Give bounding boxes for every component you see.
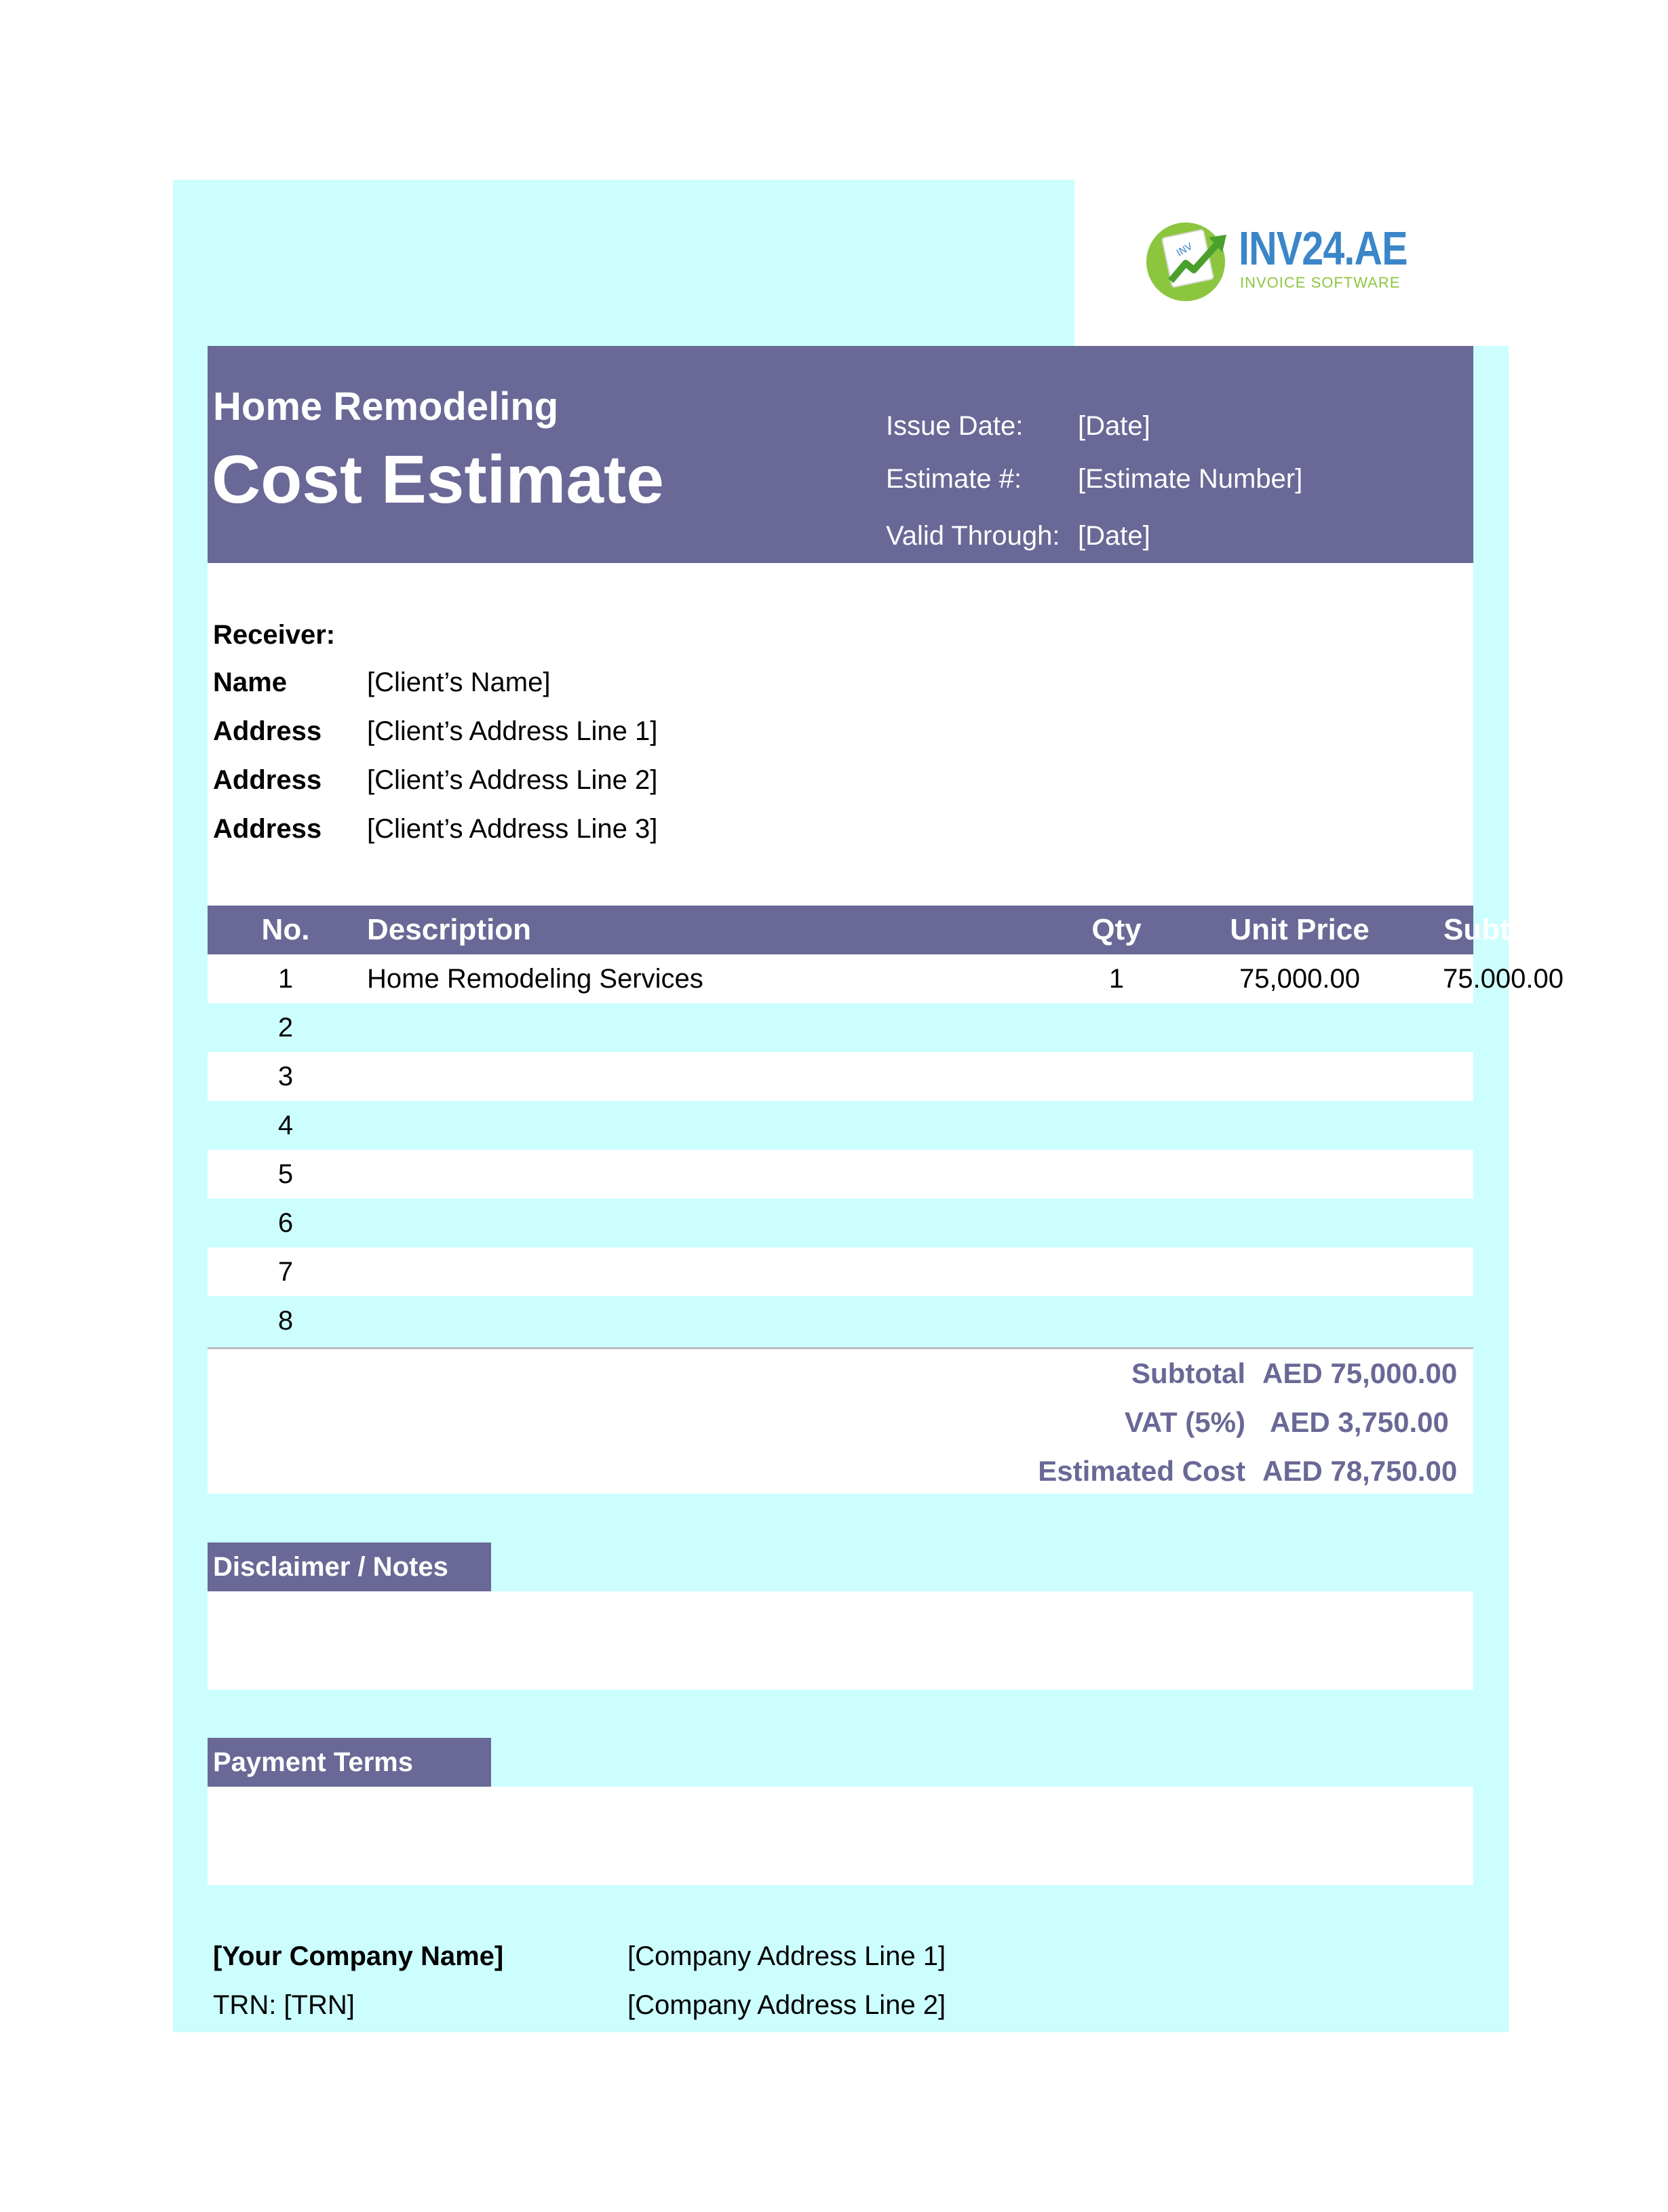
table-row <box>208 1003 1473 1052</box>
table-row <box>208 954 1564 1003</box>
receiver-address1-value[interactable]: [Client’s Address Line 1] <box>367 716 658 746</box>
receiver-heading: Receiver: <box>213 620 336 650</box>
notes-heading: Disclaimer / Notes <box>208 1542 491 1591</box>
table-row <box>208 1052 1473 1101</box>
table-row <box>208 1101 1473 1150</box>
receiver-address3-label: Address <box>213 814 322 844</box>
table-row <box>208 1296 1473 1345</box>
issue-date-label: Issue Date: <box>886 411 1024 441</box>
header-subtitle: Home Remodeling <box>213 385 559 429</box>
payment-terms-box[interactable] <box>208 1787 1473 1885</box>
logo-icon <box>1144 216 1233 304</box>
svg-text:INV: INV <box>1175 241 1195 259</box>
notes-box[interactable] <box>208 1591 1473 1690</box>
receiver-name-value[interactable]: [Client’s Name] <box>367 667 551 697</box>
payment-terms-heading: Payment Terms <box>208 1738 491 1787</box>
issue-date-value[interactable]: [Date] <box>1078 411 1150 441</box>
column-header-unit-price: Unit Price <box>1230 913 1370 946</box>
column-header-no: No. <box>261 913 310 946</box>
estimate-number-label: Estimate #: <box>886 464 1022 494</box>
table-header <box>208 906 1563 954</box>
logo <box>1144 216 1415 304</box>
background-top <box>173 180 1074 347</box>
row-unit-price[interactable]: 75,000.00 <box>1239 964 1360 994</box>
row-no: 8 <box>277 1306 294 1336</box>
totals-subtotal-label: Subtotal <box>1131 1357 1245 1389</box>
row-description[interactable]: Home Remodeling Services <box>367 964 703 994</box>
totals-estimated-label: Estimated Cost <box>1038 1455 1245 1487</box>
footer-company-name[interactable]: [Your Company Name] <box>213 1941 504 1971</box>
footer-address1[interactable]: [Company Address Line 1] <box>627 1941 946 1971</box>
row-subtotal: 75.000.00 <box>1443 964 1564 994</box>
receiver-address3-value[interactable]: [Client’s Address Line 3] <box>367 814 658 844</box>
column-header-description: Description <box>367 913 532 946</box>
row-no: 6 <box>277 1208 294 1238</box>
totals-vat-value: AED 3,750.00 <box>1270 1406 1449 1438</box>
totals-subtotal-value: AED 75,000.00 <box>1262 1357 1458 1389</box>
totals-estimated-value: AED 78,750.00 <box>1262 1455 1458 1487</box>
logo-brand: INV24.AE <box>1239 222 1408 275</box>
totals-box <box>208 1347 1473 1494</box>
receiver-name-label: Name <box>213 667 287 697</box>
receiver-address2-value[interactable]: [Client’s Address Line 2] <box>367 765 658 795</box>
receiver-address2-label: Address <box>213 765 322 795</box>
totals-vat-label: VAT (5%) <box>1124 1406 1245 1438</box>
receiver-address1-label: Address <box>213 716 322 746</box>
page-title: Cost Estimate <box>212 442 664 518</box>
table-row <box>208 1247 1473 1296</box>
row-no: 2 <box>277 1013 294 1043</box>
valid-through-label: Valid Through: <box>886 521 1060 551</box>
valid-through-value[interactable]: [Date] <box>1078 521 1150 551</box>
column-header-subtotal: Subtotal <box>1443 913 1563 946</box>
row-qty[interactable]: 1 <box>1108 964 1125 994</box>
row-no: 4 <box>277 1110 294 1140</box>
footer-address2[interactable]: [Company Address Line 2] <box>627 1990 946 2020</box>
estimate-number-value[interactable]: [Estimate Number] <box>1078 464 1303 494</box>
row-no: 3 <box>277 1062 294 1091</box>
footer-trn[interactable]: TRN: [TRN] <box>213 1990 355 2020</box>
logo-tagline: INVOICE SOFTWARE <box>1240 274 1401 291</box>
row-no: 1 <box>277 964 294 994</box>
table-row <box>208 1150 1473 1199</box>
row-no: 7 <box>277 1257 294 1287</box>
column-header-qty: Qty <box>1091 913 1142 946</box>
table-row <box>208 1199 1473 1247</box>
row-no: 5 <box>277 1159 294 1189</box>
